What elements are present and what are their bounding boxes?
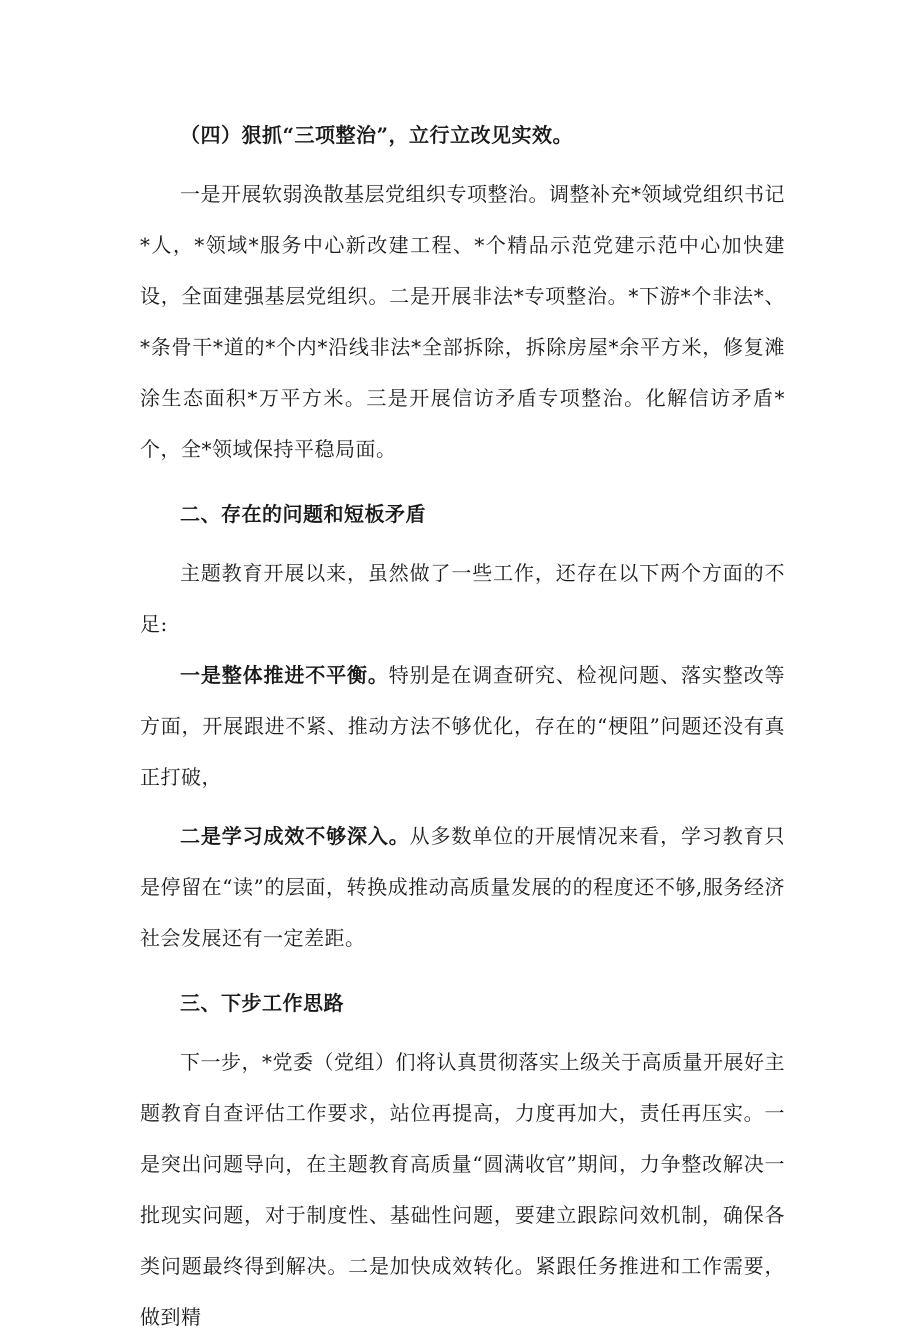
next-steps-paragraph: 下一步，*党委（党组）们将认真贯彻落实上级关于高质量开展好主题教育自查评估工作要求，站位再提高，力度再加大，责任再压实。一是突出问题导向，在主题教育高质量“圆满收官”期间，力争整改解决一批现实问题，对于制度性、基础性问题，要建立跟踪问效机制，确保各类问题最终得到解决。二是加快成效转化。紧跟任务推进和工作需要，做到精 — [140, 1050, 785, 1329]
section-four-paragraph: 一是开展软弱涣散基层党组织专项整治。调整补充*领域党组织书记*人，*领域*服务中心新改建工程、*个精品示范党建示范中心加快建设，全面建强基层党组织。二是开展非法*专项整治。*下游*个非法*、*条骨干*道的*个内*沿线非法*全部拆除，拆除房屋*余平方米，修复滩涂生态面积*万平方米。三是开展信访矛盾专项整治。化解信访矛盾*个，全*领域保持平稳局面。 — [140, 182, 785, 461]
section-heading-problems: 二、存在的问题和短板矛盾 — [180, 502, 426, 526]
problem-item-2-lead: 二是学习成效不够深入。 — [180, 824, 410, 848]
section-heading-four: （四）狠抓“三项整治”，立行立改见实效。 — [180, 123, 574, 147]
problem-item-2-text: 从多数单位的开展情况来看，学习教育只是停留在“读”的层面，转换成推动高质量发展的的程度还不够,服务经济社会发展还有一定差距。 — [140, 824, 785, 950]
problem-item-1-text: 特别是在调查研究、检视问题、落实整改等方面，开展跟进不紧、推动方法不够优化，存在的“梗阻”问题还没有真正打破， — [140, 663, 785, 789]
problem-item-1-lead: 一是整体推进不平衡。 — [180, 663, 389, 687]
problems-intro-paragraph: 主题教育开展以来，虽然做了一些工作，还存在以下两个方面的不足: — [140, 561, 785, 636]
problem-item-1 — [140, 650, 785, 803]
document-body — [140, 110, 785, 1343]
section-heading-next-steps: 三、下步工作思路 — [180, 991, 344, 1015]
problem-item-2 — [140, 811, 785, 964]
